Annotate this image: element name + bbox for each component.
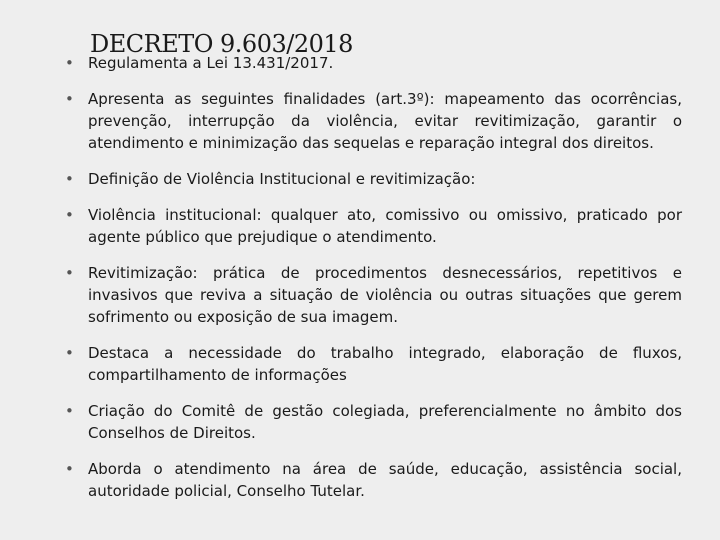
- bullet-dot-icon: •: [65, 170, 74, 188]
- bullet-text: Definição de Violência Institucional e revitimização:: [88, 170, 476, 188]
- slide-title: DECRETO 9.603/2018: [90, 30, 353, 58]
- bullet-text: Aborda o atendimento na área de saúde, educação, assistência social, autoridade policial, Conselho Tutelar.: [88, 460, 682, 500]
- bullet-item: [62, 88, 682, 154]
- bullet-item: [62, 458, 682, 502]
- bullet-text: Destaca a necessidade do trabalho integrado, elaboração de fluxos, compartilhamento de informações: [88, 344, 682, 384]
- bullet-item: [62, 262, 682, 328]
- bullet-dot-icon: •: [65, 54, 74, 72]
- bullet-list: [62, 52, 682, 516]
- bullet-dot-icon: •: [65, 206, 74, 224]
- bullet-text: Apresenta as seguintes finalidades (art.3º): mapeamento das ocorrências, prevenção, interrupção da violência, evitar revitimização, garantir o atendimento e minimização das sequelas e reparação integral dos direitos.: [88, 90, 682, 152]
- bullet-dot-icon: •: [65, 264, 74, 282]
- bullet-dot-icon: •: [65, 402, 74, 420]
- bullet-item: [62, 400, 682, 444]
- bullet-text: Criação do Comitê de gestão colegiada, preferencialmente no âmbito dos Conselhos de Direitos.: [88, 402, 682, 442]
- bullet-text: Violência institucional: qualquer ato, comissivo ou omissivo, praticado por agente público que prejudique o atendimento.: [88, 206, 682, 246]
- bullet-item: [62, 168, 682, 190]
- bullet-item: [62, 342, 682, 386]
- bullet-dot-icon: •: [65, 90, 74, 108]
- bullet-text: Regulamenta a Lei 13.431/2017.: [88, 54, 334, 72]
- bullet-item: [62, 204, 682, 248]
- bullet-dot-icon: •: [65, 344, 74, 362]
- bullet-text: Revitimização: prática de procedimentos desnecessários, repetitivos e invasivos que reviva a situação de violência ou outras situações que gerem sofrimento ou exposição de sua imagem.: [88, 264, 682, 326]
- bullet-item: [62, 52, 682, 74]
- bullet-dot-icon: •: [65, 460, 74, 478]
